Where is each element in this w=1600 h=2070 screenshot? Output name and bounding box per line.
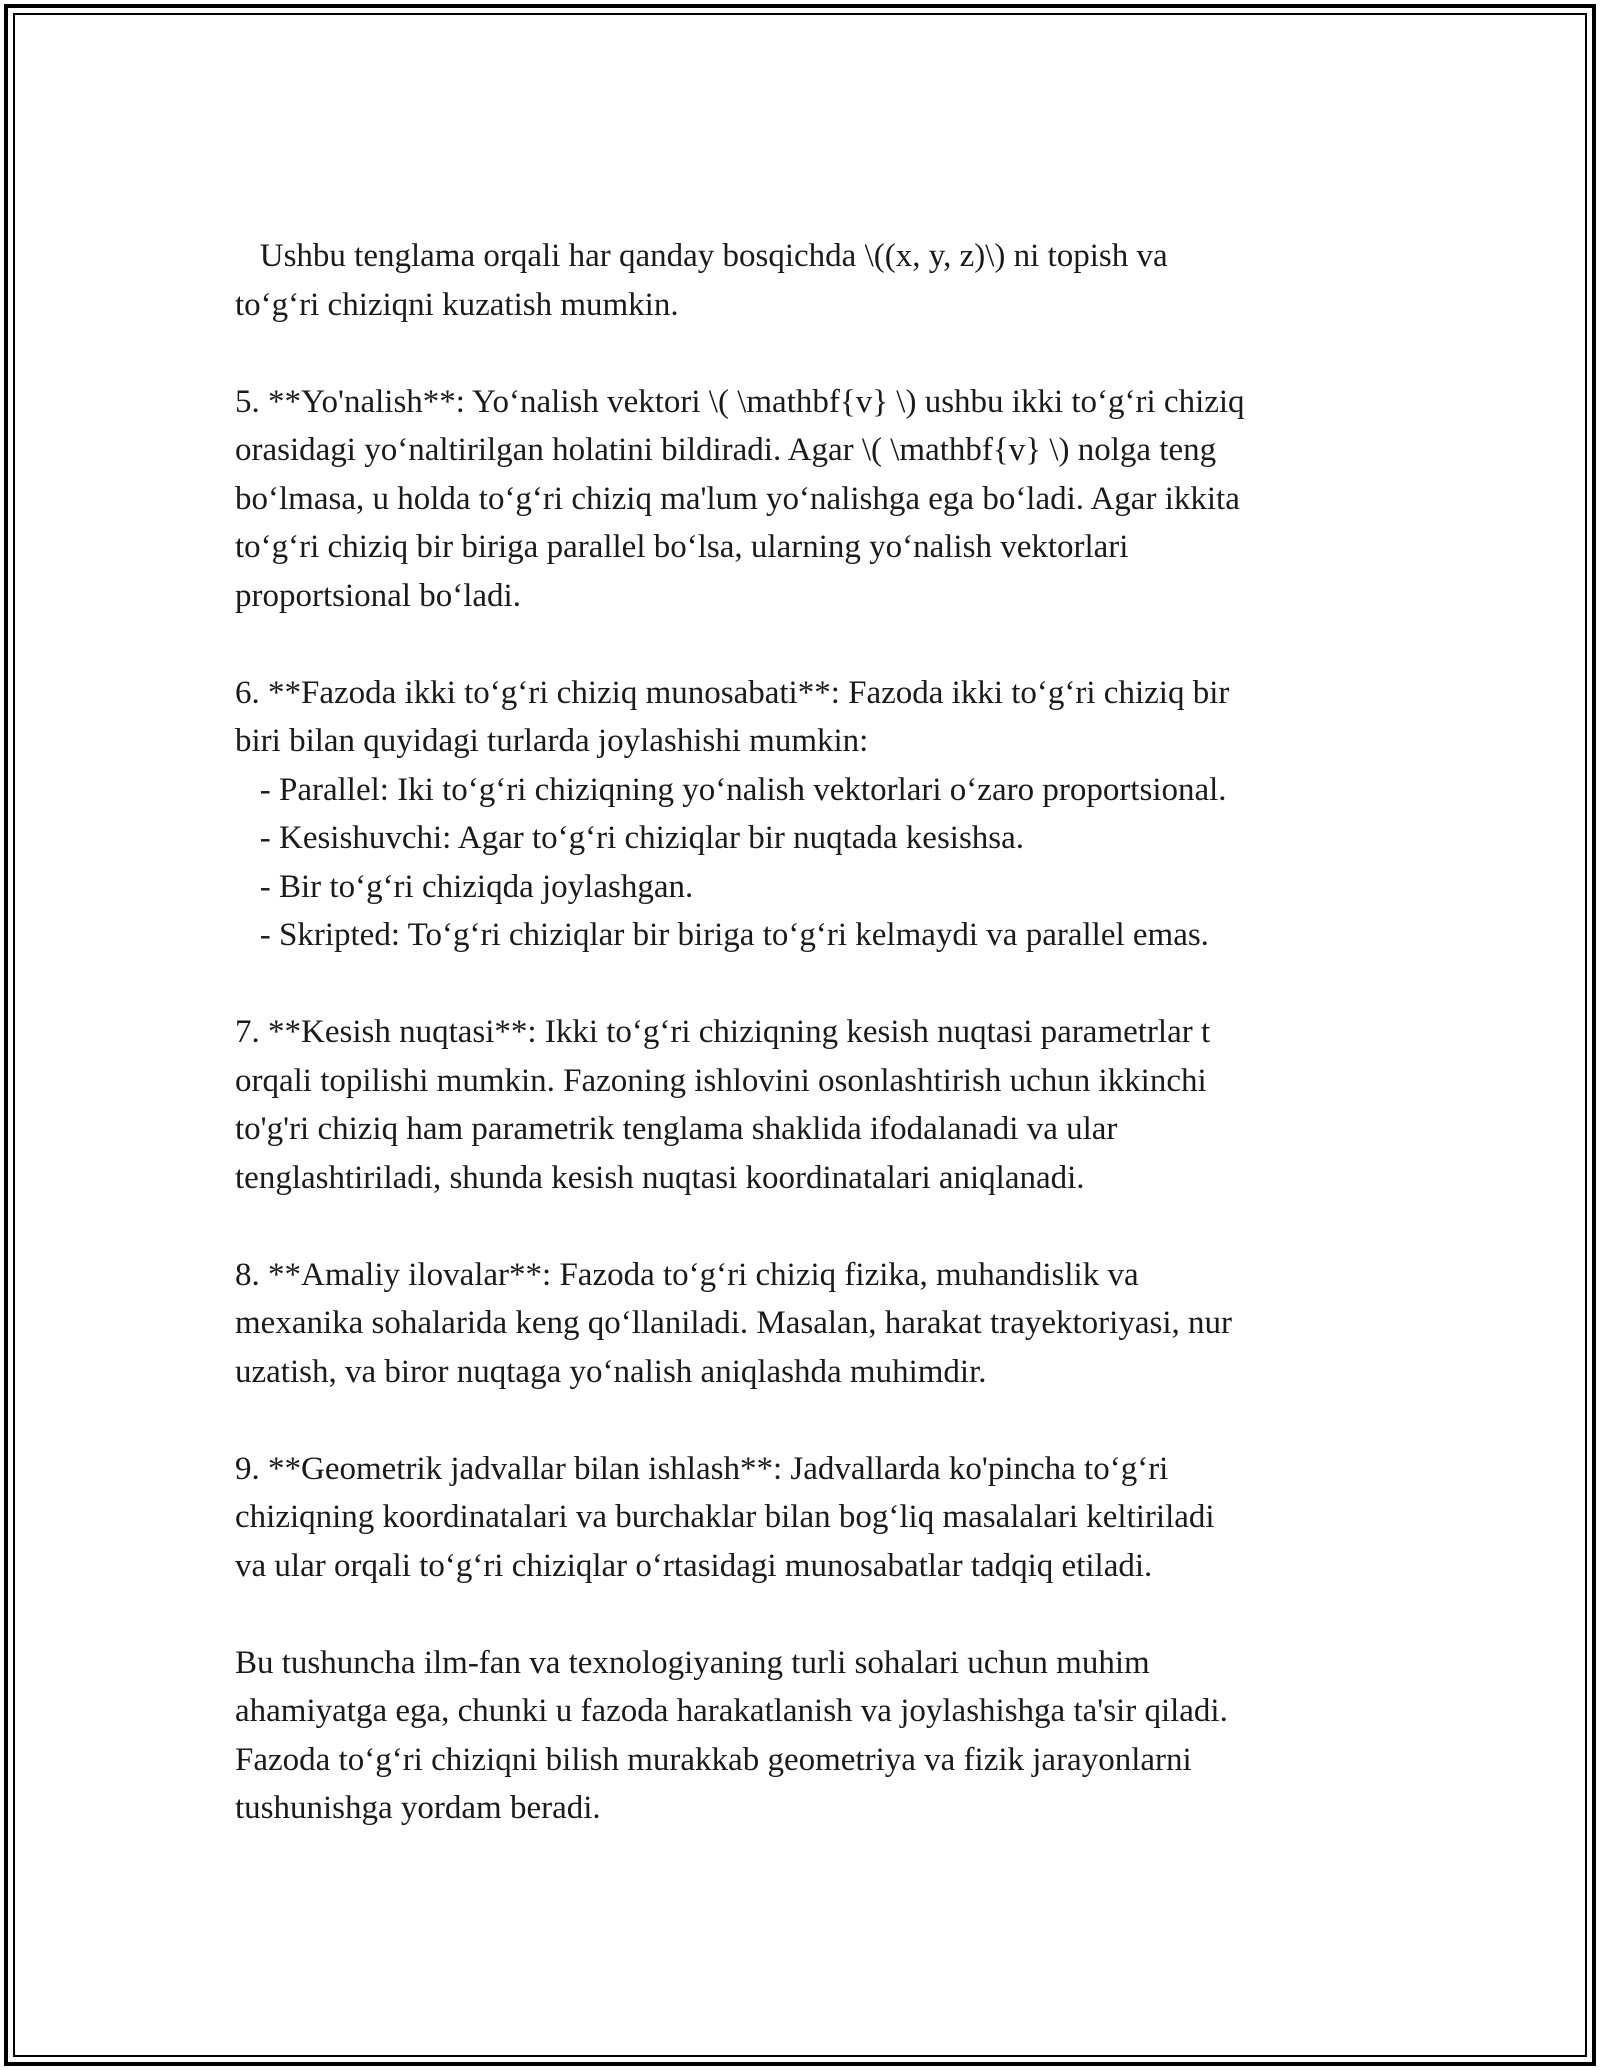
text-line: to‘g‘ri chiziqni kuzatish mumkin. [235, 286, 679, 323]
list-item: - Kesishuvchi: Agar to‘g‘ri chiziqlar bir nuqtada kesishsa. [235, 820, 1025, 856]
text-line: Fazoda to‘g‘ri chiziqni bilish murakkab geometriya va fizik jarayonlarni [235, 1741, 1192, 1778]
text-line: 8. **Amaliy ilovalar**: Fazoda to‘g‘ri chiziq fizika, muhandislik va [235, 1256, 1139, 1293]
text-line: bo‘lmasa, u holda to‘g‘ri chiziq ma'lum yo‘nalishga ega bo‘ladi. Agar ikkita [235, 480, 1240, 517]
list-item: - Bir to‘g‘ri chiziqda joylashgan. [235, 868, 694, 905]
text-line: va ular orqali to‘g‘ri chiziqlar o‘rtasidagi munosabatlar tadqiq etiladi. [235, 1547, 1153, 1584]
text-line: tenglashtiriladi, shunda kesish nuqtasi koordinatalari aniqlanadi. [235, 1159, 1085, 1196]
text-line: uzatish, va biror nuqtaga yo‘nalish aniqlashda muhimdir. [235, 1353, 987, 1390]
paragraph-gap [235, 1202, 1375, 1251]
text-line: 6. **Fazoda ikki to‘g‘ri chiziq munosabati**: Fazoda ikki to‘g‘ri chiziq bir [235, 674, 1230, 711]
document-body [235, 232, 1375, 1833]
text-line: ahamiyatga ega, chunki u fazoda harakatlanish va joylashishga ta'sir qiladi. [235, 1693, 1228, 1729]
text-line: chiziqning koordinatalari va burchaklar bilan bog‘liq masalalari keltiriladi [235, 1499, 1215, 1535]
text-line: proportsional bo‘ladi. [235, 577, 521, 614]
text-line: tushunishga yordam beradi. [235, 1790, 601, 1826]
list-item: - Parallel: Iki to‘g‘ri chiziqning yo‘nalish vektorlari o‘zaro proportsional. [235, 771, 1227, 808]
paragraph-gap [235, 329, 1375, 378]
text-line: Bu tushuncha ilm-fan va texnologiyaning turli sohalari uchun muhim [235, 1644, 1150, 1681]
paragraph-gap [235, 620, 1375, 669]
paragraph-gap [235, 1590, 1375, 1639]
text-line: orqali topilishi mumkin. Fazoning ishlovini osonlashtirish uchun ikkinchi [235, 1062, 1207, 1099]
text-line: Ushbu tenglama orqali har qanday bosqichda \((x, y, z)\) ni topish va [235, 238, 1168, 274]
text-line: 7. **Kesish nuqtasi**: Ikki to‘g‘ri chiziqning kesish nuqtasi parametrlar t [235, 1014, 1211, 1050]
text-line: 5. **Yo'nalish**: Yo‘nalish vektori \( \mathbf{v} \) ushbu ikki to‘g‘ri chiziq [235, 383, 1245, 420]
text-line: mexanika sohalarida keng qo‘llaniladi. Masalan, harakat trayektoriyasi, nur [235, 1305, 1232, 1341]
paragraph-gap [235, 1396, 1375, 1445]
text-line: to‘g‘ri chiziq bir biriga parallel bo‘lsa, ularning yo‘nalish vektorlari [235, 529, 1129, 565]
text-line: 9. **Geometrik jadvallar bilan ishlash**: Jadvallarda ko'pincha to‘g‘ri [235, 1450, 1169, 1487]
text-line: biri bilan quyidagi turlarda joylashishi mumkin: [235, 723, 869, 759]
paragraph-gap [235, 960, 1375, 1009]
text-line: orasidagi yo‘naltirilgan holatini bildiradi. Agar \( \mathbf{v} \) nolga teng [235, 432, 1217, 468]
text-line: to'g'ri chiziq ham parametrik tenglama shaklida ifodalanadi va ular [235, 1111, 1118, 1147]
list-item: - Skripted: To‘g‘ri chiziqlar bir biriga to‘g‘ri kelmaydi va parallel emas. [235, 917, 1209, 953]
